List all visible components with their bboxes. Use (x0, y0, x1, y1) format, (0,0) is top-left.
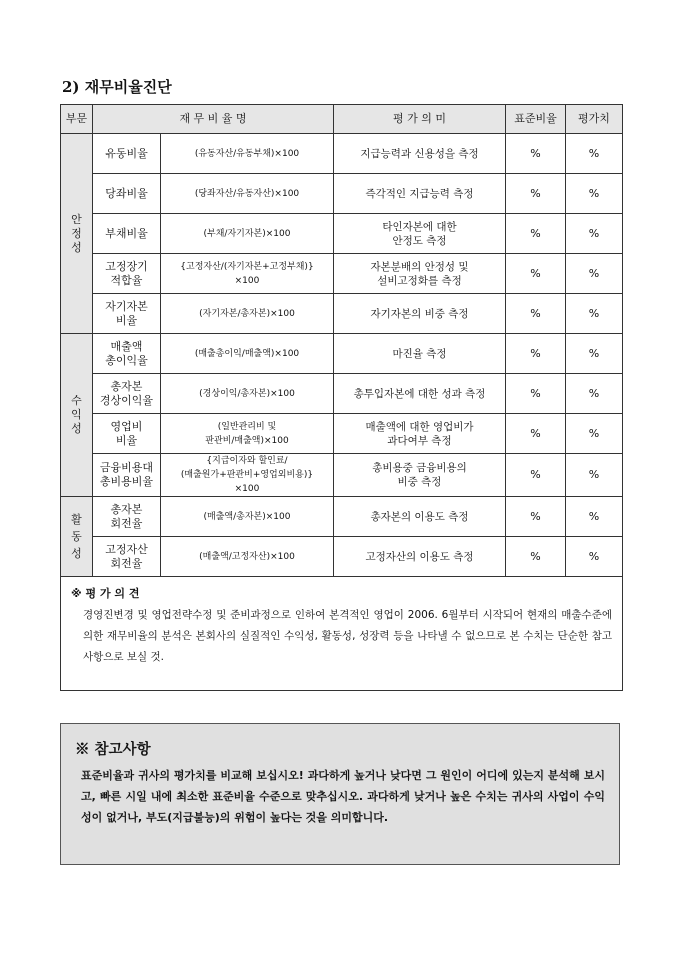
ratio-name: 매출액 총이익율 (93, 334, 161, 374)
evaluation-value: % (566, 334, 623, 374)
ratio-name: 자기자본 비율 (93, 294, 161, 334)
standard-ratio: % (506, 454, 566, 497)
reference-note-text: 표준비율과 귀사의 평가치를 비교해 보십시오! 과다하게 높거나 낮다면 그 원인이 어디에 있는지 분석해 보시고, 빠른 시일 내에 최소한 표준비율 수준으로 맞추십시오. 과다하게 낮거나 높은 수치는 귀사의 사업이 수익성이 없거나, 부도(지급불능)의 위험이 높다는 것을 의미합니다. (81, 769, 605, 824)
table-row (61, 497, 623, 537)
ratio-name: 총자본 회전율 (93, 497, 161, 537)
ratio-meaning: 고정자산의 이용도 측정 (334, 537, 506, 577)
ratio-meaning: 매출액에 대한 영업비가 과다여부 측정 (334, 414, 506, 454)
header-evaluation: 평가치 (566, 105, 623, 134)
table-row (61, 537, 623, 577)
ratio-name: 부채비율 (93, 214, 161, 254)
standard-ratio: % (506, 537, 566, 577)
ratio-meaning: 즉각적인 지급능력 측정 (334, 174, 506, 214)
table-row (61, 454, 623, 497)
header-standard: 표준비율 (506, 105, 566, 134)
header-meaning: 평 가 의 미 (334, 105, 506, 134)
evaluation-value: % (566, 134, 623, 174)
standard-ratio: % (506, 254, 566, 294)
ratio-formula: {지급이자와 할인료/ (매출원가+판관비+영업외비용)} ×100 (161, 454, 334, 497)
ratio-name: 유동비율 (93, 134, 161, 174)
ratio-meaning: 마진율 측정 (334, 334, 506, 374)
header-ratio-name: 재 무 비 율 명 (93, 105, 334, 134)
ratio-name: 고정장기 적합율 (93, 254, 161, 294)
table-row (61, 334, 623, 374)
table-row (61, 174, 623, 214)
table-header-row (61, 105, 623, 134)
ratio-formula: (자기자본/총자본)×100 (161, 294, 334, 334)
reference-note-box (60, 723, 620, 865)
evaluation-value: % (566, 254, 623, 294)
evaluation-value: % (566, 414, 623, 454)
financial-ratio-table (60, 104, 623, 691)
section-title: 2) 재무비율진단 (62, 78, 172, 96)
ratio-name: 영업비 비율 (93, 414, 161, 454)
ratio-name: 고정자산 회전율 (93, 537, 161, 577)
table-row (61, 414, 623, 454)
header-category: 부문 (61, 105, 93, 134)
category-activity: 활 동 성 (61, 497, 93, 577)
evaluation-value: % (566, 214, 623, 254)
standard-ratio: % (506, 497, 566, 537)
evaluation-value: % (566, 174, 623, 214)
ratio-meaning: 총자본의 이용도 측정 (334, 497, 506, 537)
category-profitability: 수 익 성 (61, 334, 93, 497)
ratio-formula: {고정자산/(자기자본+고정부채)} ×100 (161, 254, 334, 294)
evaluation-value: % (566, 454, 623, 497)
evaluation-opinion (61, 577, 623, 691)
standard-ratio: % (506, 414, 566, 454)
standard-ratio: % (506, 294, 566, 334)
ratio-formula: (부채/자기자본)×100 (161, 214, 334, 254)
standard-ratio: % (506, 174, 566, 214)
ratio-meaning: 지급능력과 신용성을 측정 (334, 134, 506, 174)
opinion-title: ※ 평 가 의 견 (71, 587, 140, 600)
ratio-meaning: 총비용중 금융비용의 비중 측정 (334, 454, 506, 497)
ratio-meaning: 자기자본의 비중 측정 (334, 294, 506, 334)
table-row (61, 134, 623, 174)
ratio-meaning: 총투입자본에 대한 성과 측정 (334, 374, 506, 414)
standard-ratio: % (506, 214, 566, 254)
ratio-name: 당좌비율 (93, 174, 161, 214)
category-stability: 안 정 성 (61, 134, 93, 334)
table-row (61, 294, 623, 334)
opinion-row (61, 577, 623, 691)
ratio-name: 총자본 경상이익율 (93, 374, 161, 414)
standard-ratio: % (506, 374, 566, 414)
ratio-formula: (당좌자산/유동자산)×100 (161, 174, 334, 214)
evaluation-value: % (566, 497, 623, 537)
reference-note-title: ※ 참고사항 (75, 741, 151, 758)
table-row (61, 374, 623, 414)
table-row (61, 254, 623, 294)
ratio-formula: (경상이익/총자본)×100 (161, 374, 334, 414)
ratio-formula: (매출총이익/매출액)×100 (161, 334, 334, 374)
opinion-text: 경영진변경 및 영업전략수정 및 준비과정으로 인하여 본격적인 영업이 2006. 6월부터 시작되어 현재의 매출수준에 의한 재무비율의 분석은 본회사의 실질적인 수익성, 활동성, 성장력 등을 나타낼 수 없으므로 본 수치는 단순한 참고사항으로 보실 것. (83, 609, 612, 663)
ratio-name: 금융비용대 총비용비율 (93, 454, 161, 497)
ratio-meaning: 타인자본에 대한 안정도 측정 (334, 214, 506, 254)
evaluation-value: % (566, 374, 623, 414)
standard-ratio: % (506, 334, 566, 374)
ratio-meaning: 자본분배의 안정성 및 설비고정화를 측정 (334, 254, 506, 294)
evaluation-value: % (566, 537, 623, 577)
standard-ratio: % (506, 134, 566, 174)
table-row (61, 214, 623, 254)
evaluation-value: % (566, 294, 623, 334)
ratio-formula: (유동자산/유동부채)×100 (161, 134, 334, 174)
ratio-formula: (매출액/총자본)×100 (161, 497, 334, 537)
ratio-formula: (일반관리비 및 판관비/매출액)×100 (161, 414, 334, 454)
ratio-formula: (매출액/고정자산)×100 (161, 537, 334, 577)
